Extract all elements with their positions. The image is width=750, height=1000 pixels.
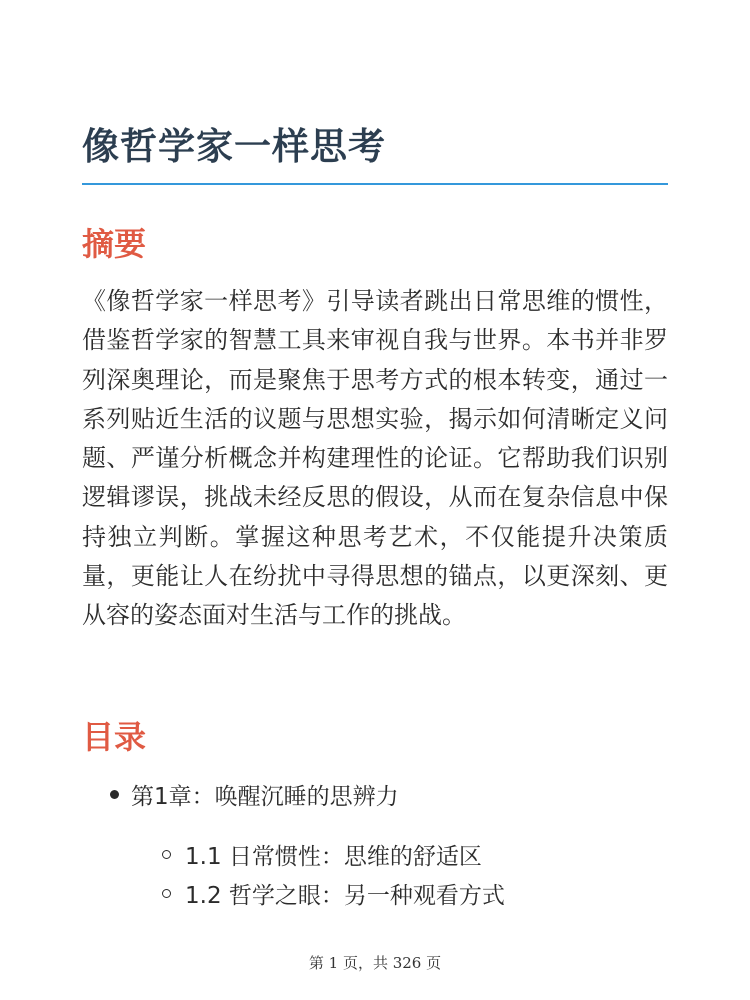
document-title: 像哲学家一样思考: [82, 125, 386, 168]
hollow-bullet-icon: [162, 889, 171, 898]
hollow-bullet-icon: [162, 850, 171, 859]
summary-text: 《像哲学家一样思考》引导读者跳出日常思维的惯性，借鉴哲学家的智慧工具来审视自我与世界。本书并非罗列深奥理论，而是聚焦于思考方式的根本转变，通过一系列贴近生活的议题与思想实验，揭示如何清晰定义问题、严谨分析概念并构建理性的论证。它帮助我们识别逻辑谬误，挑战未经反思的假设，从而在复杂信息中保持独立判断。掌握这种思考艺术，不仅能提升决策质量，更能让人在纷扰中寻得思想的锚点，以更深刻、更从容的姿态面对生活与工作的挑战。: [82, 287, 668, 630]
bullet-icon: [110, 790, 119, 799]
toc-chapter-item[interactable]: [110, 778, 399, 811]
title-divider: [82, 183, 668, 185]
page-footer: 第 1 页，共 326 页: [308, 954, 442, 972]
toc-section-item[interactable]: [162, 838, 482, 871]
summary-heading: 摘要: [82, 225, 147, 263]
toc-section-label: 1.2 哲学之眼：另一种观看方式: [185, 883, 505, 909]
toc-heading: 目录: [82, 718, 147, 756]
toc-chapter-label: 第1章：唤醒沉睡的思辨力: [131, 784, 399, 810]
toc-section-label: 1.1 日常惯性：思维的舒适区: [185, 844, 482, 870]
toc-section-item[interactable]: [162, 877, 505, 910]
